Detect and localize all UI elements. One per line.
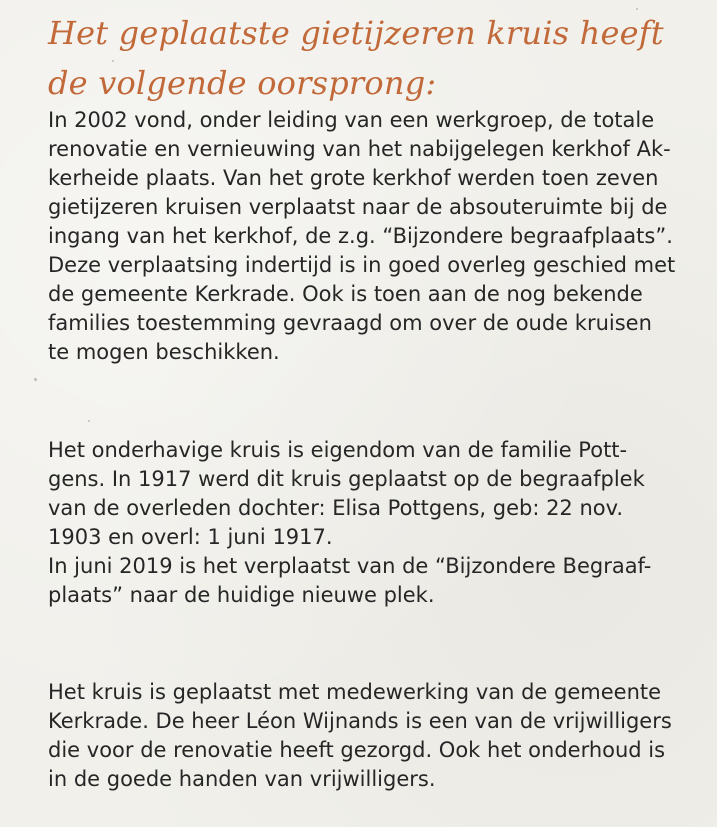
text-line: In juni 2019 is het verplaatst van de “Bijzondere Begraaf- [48,554,652,578]
text-line: gens. In 1917 werd dit kruis geplaatst op de begraafplek [48,467,645,491]
paragraph-ownership [48,436,708,610]
text-line: Kerkrade. De heer Léon Wijnands is een van de vrijwilligers [48,709,672,733]
text-line: Het onderhavige kruis is eigendom van de familie Pott- [48,438,628,462]
page-heading [48,8,708,108]
text-line: kerheide plaats. Van het grote kerkhof werden toen zeven [48,166,659,190]
paragraph-origin [48,106,708,367]
text-line: in de goede handen van vrijwilligers. [48,767,436,791]
text-line: van de overleden dochter: Elisa Pottgens, geb: 22 nov. [48,496,624,520]
text-line: 1903 en overl: 1 juni 1917. [48,525,333,549]
text-line: gietijzeren kruisen verplaatst naar de absouteruimte bij de [48,195,668,219]
heading-line: Het geplaatste gietijzeren kruis heeft [48,14,664,52]
text-line: plaats” naar de huidige nieuwe plek. [48,583,435,607]
text-line: families toestemming gevraagd om over de oude kruisen [48,311,652,335]
heading-line: de volgende oorsprong: [48,64,437,102]
paper-speck [88,420,90,422]
paper-speck [34,378,37,381]
text-line: ingang van het kerkhof, de z.g. “Bijzondere begraafplaats”. [48,224,673,248]
text-line: renovatie en vernieuwing van het nabijgelegen kerkhof Ak- [48,137,671,161]
text-line: Het kruis is geplaatst met medewerking van de gemeente [48,680,662,704]
text-line: te mogen beschikken. [48,340,280,364]
text-line: de gemeente Kerkrade. Ook is toen aan de nog bekende [48,282,643,306]
text-line: Deze verplaatsing indertijd is in goed overleg geschied met [48,253,676,277]
text-line: die voor de renovatie heeft gezorgd. Ook het onderhoud is [48,738,666,762]
paragraph-acknowledgement [48,678,708,794]
text-line: In 2002 vond, onder leiding van een werkgroep, de totale [48,108,655,132]
